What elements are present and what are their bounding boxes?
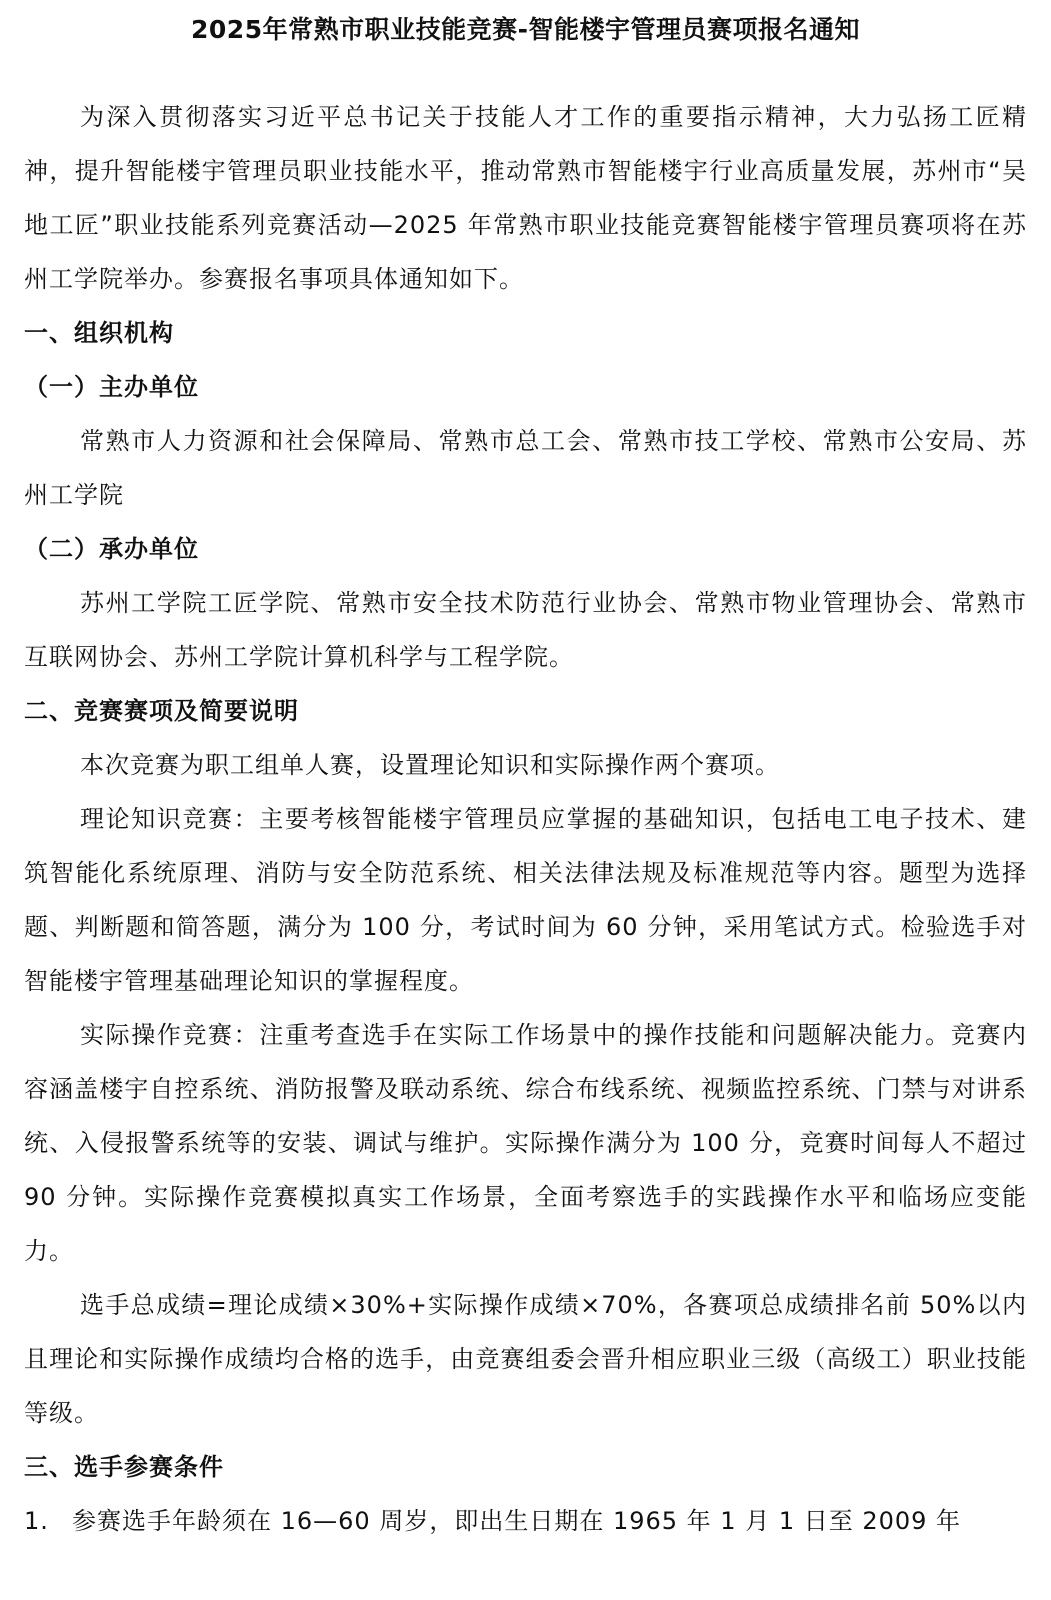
section-2-paragraph-3: 实际操作竞赛：注重考查选手在实际工作场景中的操作技能和问题解决能力。竞赛内容涵盖楼宇自控系统、消防报警及联动系统、综合布线系统、视频监控系统、门禁与对讲系统、入侵报警系统等的安装、调试与维护。实际操作满分为 100 分，竞赛时间每人不超过 90 分钟。实际操作竞赛模拟真实工作场景，全面考察选手的实践操作水平和临场应变能力。 xyxy=(24,1021,1027,1265)
section-1-sub-1-heading: （一）主办单位 xyxy=(24,373,199,401)
section-3-item-1-text: 参赛选手年龄须在 16—60 周岁，即出生日期在 1965 年 1 月 1 日至 2009 年 xyxy=(72,1507,962,1535)
section-3-item-1-number: 1. xyxy=(24,1507,49,1535)
section-1-sub-2-body: 苏州工学院工匠学院、常熟市安全技术防范行业协会、常熟市物业管理协会、常熟市互联网协会、苏州工学院计算机科学与工程学院。 xyxy=(24,589,1027,671)
document-title: 2025年常熟市职业技能竞赛-智能楼宇管理员赛项报名通知 xyxy=(191,15,860,44)
section-2-paragraph-2: 理论知识竞赛：主要考核智能楼宇管理员应掌握的基础知识，包括电工电子技术、建筑智能化系统原理、消防与安全防范系统、相关法律法规及标准规范等内容。题型为选择题、判断题和简答题，满分为 100 分，考试时间为 60 分钟，采用笔试方式。检验选手对智能楼宇管理基础理论知识的掌握程度。 xyxy=(24,805,1027,995)
section-2-paragraph-1: 本次竞赛为职工组单人赛，设置理论知识和实际操作两个赛项。 xyxy=(80,751,780,779)
section-1-sub-2-heading: （二）承办单位 xyxy=(24,535,199,563)
section-2-paragraph-4: 选手总成绩=理论成绩×30%+实际操作成绩×70%，各赛项总成绩排名前 50%以内且理论和实际操作成绩均合格的选手，由竞赛组委会晋升相应职业三级（高级工）职业技能等级。 xyxy=(24,1291,1027,1427)
intro-paragraph: 为深入贯彻落实习近平总书记关于技能人才工作的重要指示精神，大力弘扬工匠精神，提升智能楼宇管理员职业技能水平，推动常熟市智能楼宇行业高质量发展，苏州市“吴地工匠”职业技能系列竞赛活动—2025 年常熟市职业技能竞赛智能楼宇管理员赛项将在苏州工学院举办。参赛报名事项具体通知如下。 xyxy=(24,103,1027,293)
section-2-heading: 二、竞赛赛项及简要说明 xyxy=(24,697,299,725)
section-1-heading: 一、组织机构 xyxy=(24,319,174,347)
section-3-item-1 xyxy=(24,1494,1027,1548)
section-3-heading: 三、选手参赛条件 xyxy=(24,1453,224,1481)
section-1-sub-1-body: 常熟市人力资源和社会保障局、常熟市总工会、常熟市技工学校、常熟市公安局、苏州工学院 xyxy=(24,427,1027,509)
